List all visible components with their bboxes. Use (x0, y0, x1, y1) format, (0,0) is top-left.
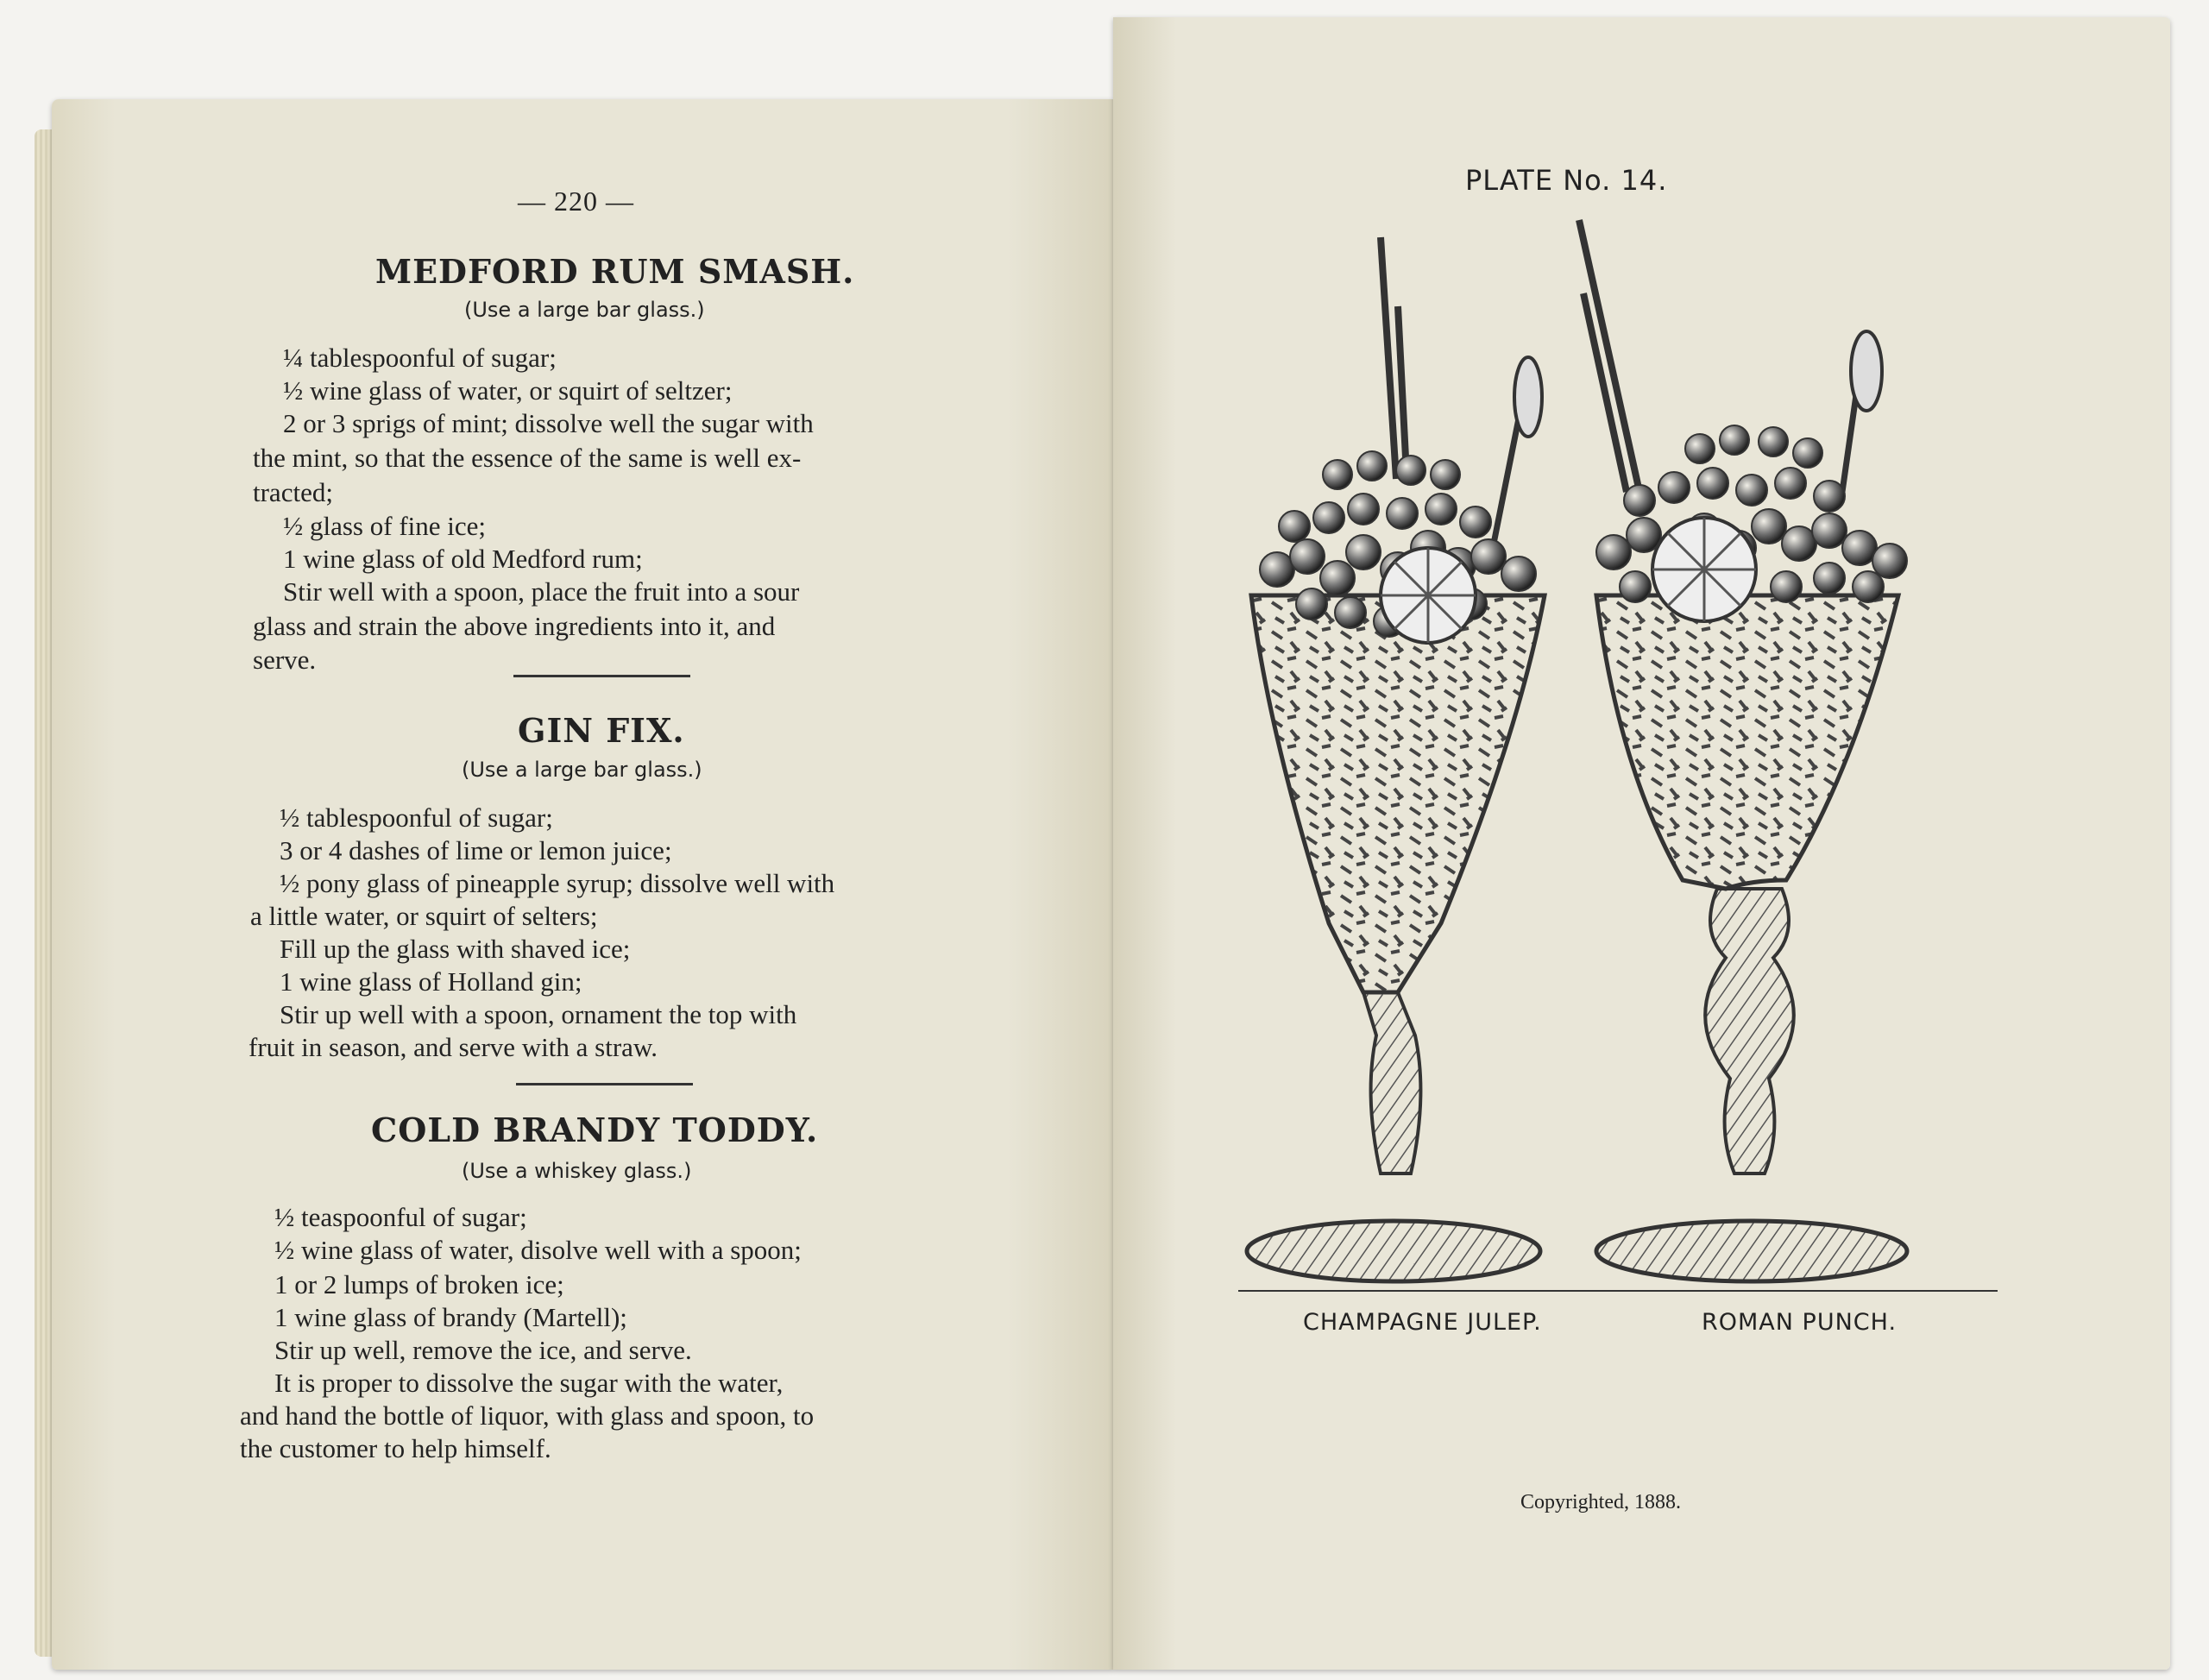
recipe-line: Fill up the glass with shaved ice; (280, 934, 631, 964)
recipe-line: ½ glass of fine ice; (283, 511, 487, 541)
recipe-title-cold-brandy-toddy: COLD BRANDY TODDY. (371, 1111, 819, 1149)
plate-title: PLATE No. 14. (1465, 164, 1668, 197)
recipe-line: ¼ tablespoonful of sugar; (283, 343, 557, 373)
recipe-note: (Use a whiskey glass.) (462, 1159, 692, 1183)
section-divider (513, 675, 690, 677)
roman-punch-glass (1579, 220, 1907, 1281)
recipe-line: It is proper to dissolve the sugar with the water, (274, 1368, 784, 1398)
recipe-line: 2 or 3 sprigs of mint; dissolve well the sugar with (283, 408, 814, 438)
recipe-line: fruit in season, and serve with a straw. (249, 1032, 658, 1062)
recipe-line: and hand the bottle of liquor, with glass and spoon, to (240, 1400, 815, 1431)
recipe-line: 1 or 2 lumps of broken ice; (274, 1269, 564, 1299)
recipe-line: ½ wine glass of water, disolve well with a spoon; (274, 1235, 802, 1265)
recipe-line: ½ wine glass of water, or squirt of seltzer; (283, 375, 733, 406)
recipe-note: (Use a large bar glass.) (464, 298, 705, 322)
section-divider (516, 1083, 693, 1085)
recipe-line: tracted; (253, 477, 333, 507)
recipe-line: ½ pony glass of pineapple syrup; dissolve well with (280, 868, 835, 898)
champagne-julep-glass (1247, 237, 1545, 1281)
recipe-note: (Use a large bar glass.) (462, 758, 702, 782)
recipe-title-gin-fix: GIN FIX. (518, 711, 685, 750)
caption-roman-punch: ROMAN PUNCH. (1702, 1309, 1897, 1336)
caption-champagne-julep: CHAMPAGNE JULEP. (1303, 1309, 1542, 1336)
recipe-line: Stir up well with a spoon, ornament the top with (280, 999, 797, 1029)
recipe-line: a little water, or squirt of selters; (250, 901, 598, 931)
recipe-line: 1 wine glass of Holland gin; (280, 966, 582, 997)
recipe-line: 1 wine glass of old Medford rum; (283, 544, 643, 574)
page-number: — 220 — (518, 186, 634, 217)
recipe-line: ½ tablespoonful of sugar; (280, 802, 553, 833)
recipe-title-medford-rum-smash: MEDFORD RUM SMASH. (375, 252, 855, 291)
recipe-line: glass and strain the above ingredients into it, and (253, 611, 776, 641)
recipe-line: the mint, so that the essence of the same is well ex- (253, 443, 802, 473)
recipe-line: ½ teaspoonful of sugar; (274, 1202, 527, 1232)
copyright-notice: Copyrighted, 1888. (1520, 1491, 1681, 1513)
recipe-line: serve. (253, 645, 317, 675)
recipe-line: the customer to help himself. (240, 1433, 551, 1463)
cocktail-glasses-illustration (1234, 216, 2002, 1294)
recipe-line: 1 wine glass of brandy (Martell); (274, 1302, 627, 1332)
recipe-line: 3 or 4 dashes of lime or lemon juice; (280, 835, 672, 865)
recipe-line: Stir well with a spoon, place the fruit into a sour (283, 576, 800, 607)
recipe-line: Stir up well, remove the ice, and serve. (274, 1335, 692, 1365)
